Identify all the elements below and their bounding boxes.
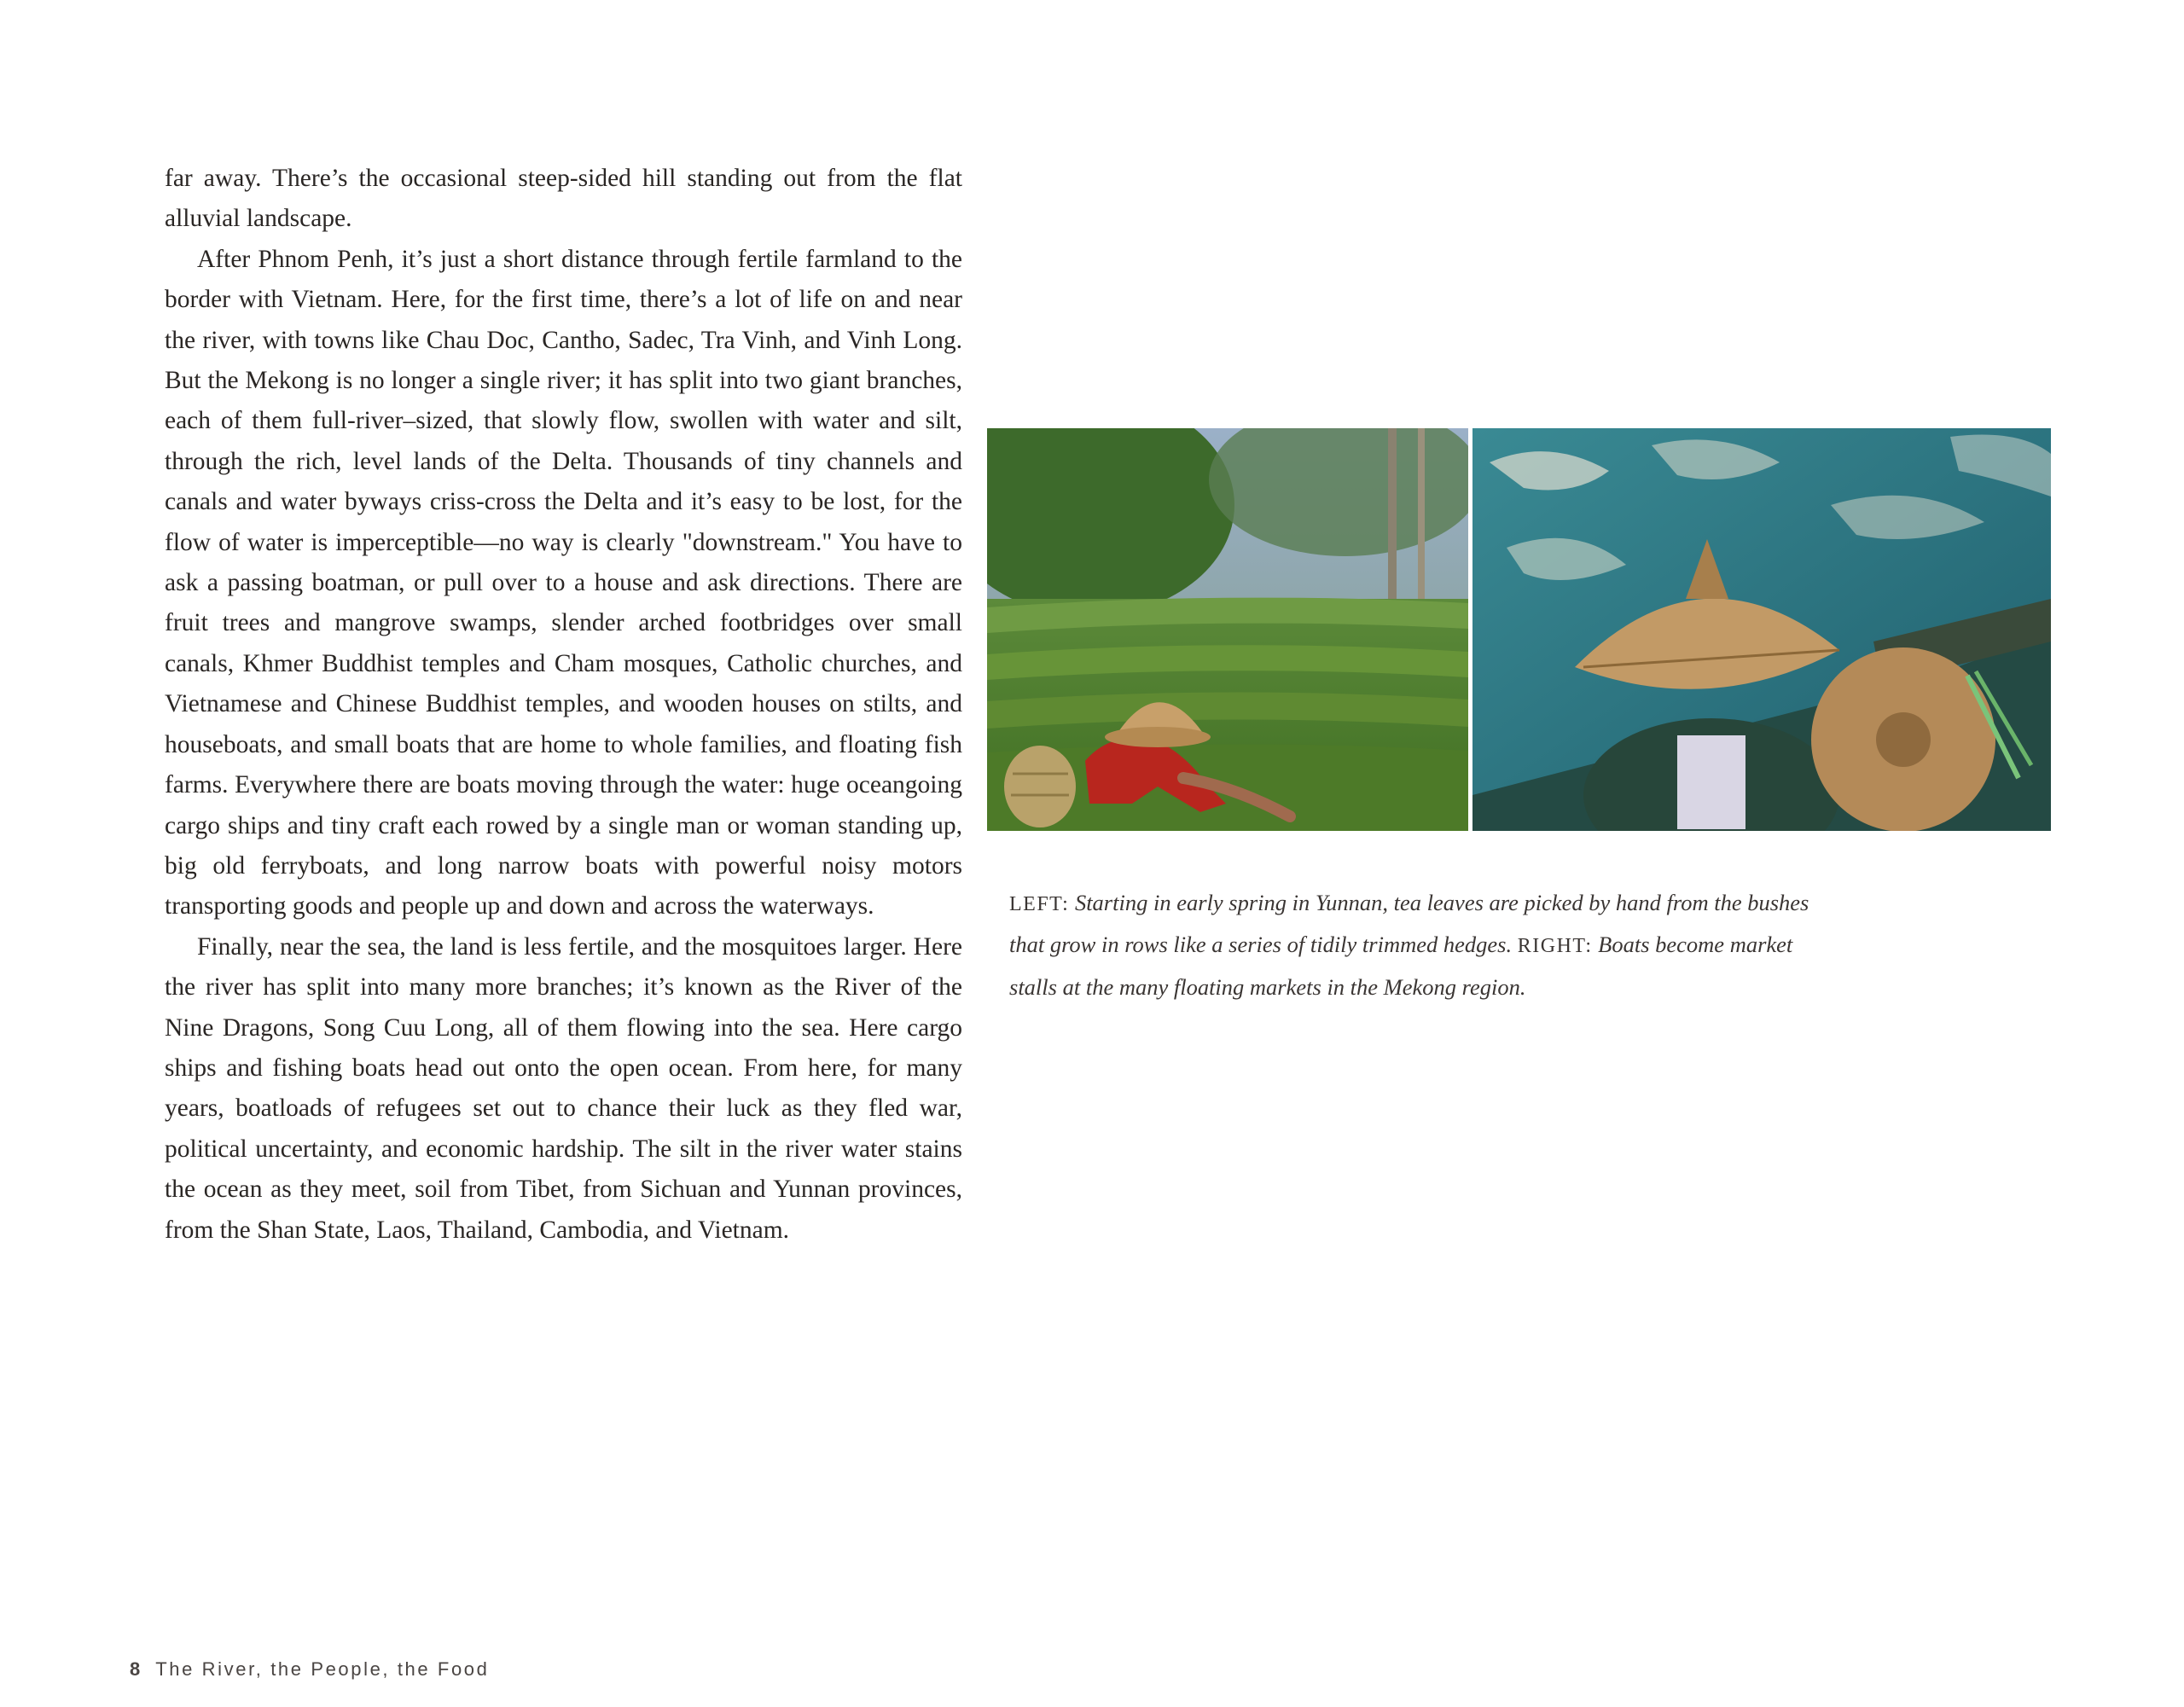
- body-paragraph-1: far away. There’s the occasional steep-sided hill standing out from the flat alluvial landscape.: [165, 165, 962, 233]
- body-paragraph-3: Finally, near the sea, the land is less fertile, and the mosquitoes larger. Here the river has split into many more branches; it’s known as the River of the Nine Dragons, Song Cuu Long, all of them flowing into the sea. Here cargo ships and fishing boats head out onto the open ocean. From here, for many years, boatloads of refugees set out to chance their luck as they fled war, political uncertainty, and economic hardship. The silt in the river water stains the ocean as they meet, soil from Tibet, from Sichuan and Yunnan provinces, from the Shan State, Laos, Thailand, Cambodia, and Vietnam.: [165, 932, 962, 1244]
- caption-left-text: Starting in early spring in Yunnan, tea leaves are picked by hand from the bushes that grow in rows like a series of tidily trimmed hedges.: [1009, 890, 1809, 958]
- page-footer: [130, 1658, 489, 1681]
- page-number: 8: [130, 1658, 141, 1680]
- photo-tea-picker: [987, 428, 1468, 831]
- caption-left-tag: LEFT:: [1009, 893, 1070, 915]
- photo-caption: [1009, 883, 1845, 1007]
- body-paragraph-2: After Phnom Penh, it’s just a short distance through fertile farmland to the border with Vietnam. Here, for the first time, there’s a lot of life on and near the river, with towns like Chau Doc, Cantho, Sadec, Tra Vinh, and Vinh Long. But the Mekong is no longer a single river; it has split into two giant branches, each of them full-river–sized, that slowly flow, swollen with water and silt, through the rich, level lands of the Delta. Thousands of tiny channels and canals and water byways criss-cross the Delta and it’s easy to be lost, for the flow of water is imperceptible—no way is clearly "downstream." You have to ask a passing boatman, or pull over to a house and ask directions. There are fruit trees and mangrove swamps, slender arched footbridges over small canals, Khmer Buddhist temples and Cham mosques, Catholic churches, and Vietnamese and Chinese Buddhist temples, and wooden houses on stilts, and houseboats, and small boats that are home to whole families, and floating fish farms. Everywhere there are boats moving through the water: huge oceangoing cargo ships and tiny craft each rowed by a single man or woman standing up, big old ferryboats, and long narrow boats with powerful noisy motors transporting goods and people up and down and across the waterways.: [165, 245, 962, 920]
- body-text-column: [165, 159, 962, 1251]
- photo-pair: [987, 428, 2051, 831]
- photo-floating-market: [1472, 428, 2051, 831]
- running-title: The River, the People, the Food: [155, 1658, 490, 1680]
- caption-right-text: Boats become market stalls at the many floating markets in the Mekong region.: [1009, 932, 1793, 1000]
- caption-right-tag: RIGHT:: [1517, 935, 1593, 958]
